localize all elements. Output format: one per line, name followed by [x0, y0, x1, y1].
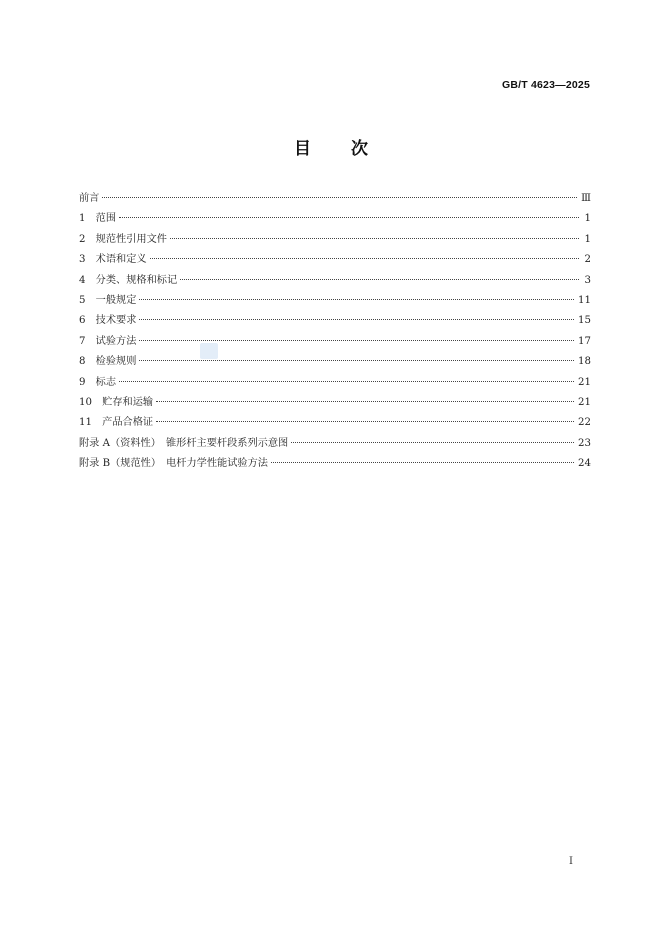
- dot-leader: [271, 462, 574, 463]
- toc-entry-page: 21: [578, 396, 591, 408]
- toc-entry-label: 5 一般规定: [79, 294, 137, 306]
- toc-entry-general-provisions[interactable]: [79, 291, 591, 311]
- toc-entry-page: 18: [578, 356, 591, 368]
- dot-leader: [170, 238, 579, 239]
- toc-entry-normative-references[interactable]: [79, 230, 591, 250]
- toc-entry-page: 11: [578, 294, 591, 306]
- toc-entry-foreword[interactable]: [79, 189, 591, 209]
- dot-leader: [139, 319, 574, 320]
- toc-entry-marking[interactable]: [79, 373, 591, 393]
- standard-code: GB/T 4623—2025: [501, 79, 590, 91]
- toc-entry-page: 22: [578, 417, 591, 429]
- toc-entry-label: 10 贮存和运输: [79, 396, 154, 408]
- toc-entry-label: 附录 B（规范性） 电杆力学性能试验方法: [79, 458, 268, 470]
- toc-entry-certificate[interactable]: [79, 413, 591, 433]
- toc-entry-label: 6 技术要求: [79, 315, 137, 327]
- dot-leader: [291, 442, 574, 443]
- toc-entry-label: 2 规范性引用文件: [79, 233, 167, 245]
- dot-leader: [119, 381, 574, 382]
- dot-leader: [119, 217, 579, 218]
- toc-entry-appendix-a[interactable]: [79, 434, 591, 454]
- toc-entry-page: 1: [584, 213, 591, 225]
- table-of-contents: [79, 189, 591, 474]
- toc-entry-label: 前言: [79, 193, 100, 204]
- toc-entry-label: 9 标志: [79, 376, 117, 388]
- toc-entry-label: 1 范围: [79, 213, 117, 225]
- toc-entry-label: 8 检验规则: [79, 356, 137, 368]
- toc-entry-classification[interactable]: [79, 271, 591, 291]
- dot-leader: [139, 299, 574, 300]
- toc-entry-page: Ⅲ: [581, 193, 591, 204]
- dot-leader: [156, 421, 574, 422]
- toc-entry-page: 17: [578, 335, 591, 347]
- page-number: I: [569, 856, 573, 867]
- dot-leader: [150, 258, 579, 259]
- toc-entry-page: 2: [584, 254, 591, 266]
- toc-entry-label: 附录 A（资料性） 锥形杆主要杆段系列示意图: [79, 437, 289, 449]
- toc-entry-terms-definitions[interactable]: [79, 250, 591, 270]
- toc-entry-label: 7 试验方法: [79, 335, 137, 347]
- toc-entry-test-methods[interactable]: [79, 332, 591, 352]
- toc-entry-inspection-rules[interactable]: [79, 352, 591, 372]
- toc-entry-label: 4 分类、规格和标记: [79, 274, 178, 286]
- toc-entry-appendix-b[interactable]: [79, 454, 591, 474]
- toc-entry-label: 3 术语和定义: [79, 254, 147, 266]
- dot-leader: [139, 340, 574, 341]
- toc-entry-scope[interactable]: [79, 209, 591, 229]
- toc-entry-storage-transport[interactable]: [79, 393, 591, 413]
- toc-entry-page: 1: [584, 233, 591, 245]
- page-title: 目次: [294, 139, 408, 159]
- toc-entry-page: 24: [578, 458, 591, 470]
- toc-entry-technical-requirements[interactable]: [79, 311, 591, 331]
- dot-leader: [156, 401, 574, 402]
- dot-leader: [180, 279, 579, 280]
- toc-entry-page: 23: [578, 437, 591, 449]
- dot-leader: [139, 360, 574, 361]
- toc-entry-label: 11 产品合格证: [79, 417, 154, 429]
- toc-entry-page: 15: [578, 315, 591, 327]
- toc-entry-page: 3: [584, 274, 591, 286]
- dot-leader: [102, 197, 577, 198]
- toc-entry-page: 21: [578, 376, 591, 388]
